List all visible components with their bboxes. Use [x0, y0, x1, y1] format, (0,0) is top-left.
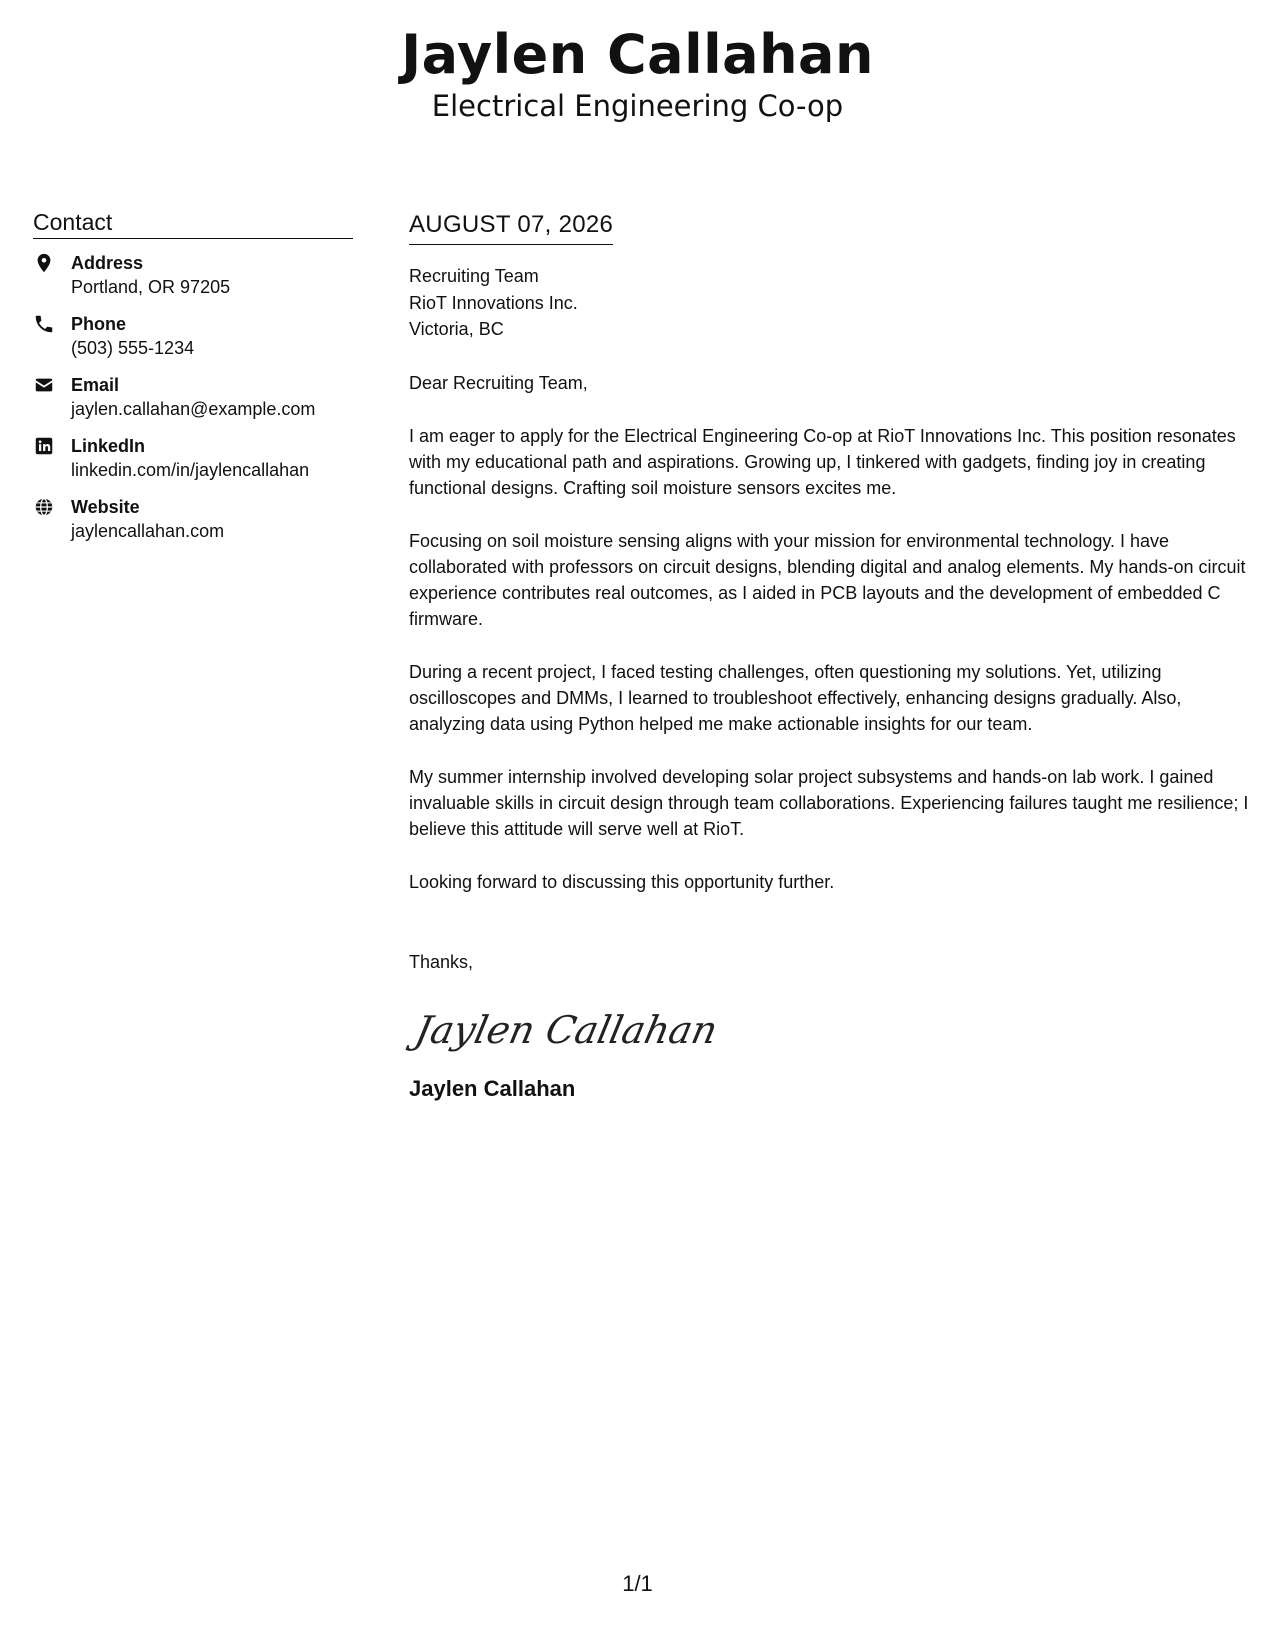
envelope-icon [33, 374, 55, 396]
contact-heading: Contact [33, 208, 353, 239]
handwritten-signature [409, 997, 1254, 1061]
contact-label: Phone [71, 314, 127, 334]
contact-label: LinkedIn [71, 436, 146, 456]
salutation: Dear Recruiting Team, [409, 372, 588, 393]
contact-item-phone [33, 312, 353, 360]
linkedin-icon [33, 435, 55, 457]
contact-label: Email [71, 375, 120, 395]
contact-sidebar [33, 208, 353, 556]
letter-date: AUGUST 07, 2026 [409, 210, 613, 245]
contact-item-address [33, 251, 353, 299]
applicant-name: Jaylen Callahan [401, 23, 874, 86]
contact-item-email [33, 373, 353, 421]
signer-name: Jaylen Callahan [409, 1075, 576, 1101]
recipient-line: Victoria, BC [409, 319, 504, 339]
letter-header [0, 24, 1275, 124]
phone-icon [33, 313, 55, 335]
contact-value: jaylencallahan.com [71, 521, 225, 541]
contact-value: (503) 555-1234 [71, 338, 195, 358]
body-paragraph: I am eager to apply for the Electrical Engineering Co-op at RioT Innovations Inc. This position resonates with my educational path and aspirations. Growing up, I tinkered with gadgets, finding joy in creating functional designs. Crafting soil moisture sensors excites me. [409, 425, 1236, 498]
contact-value: Portland, OR 97205 [71, 277, 231, 297]
recipient-line: Recruiting Team [409, 266, 539, 286]
body-paragraph: During a recent project, I faced testing challenges, often questioning my solutions. Yet, utilizing oscilloscopes and DMMs, I learned to troubleshoot effectively, enhancing designs gradually. Also, analyzing data using Python helped me make actionable insights for our team. [409, 661, 1182, 734]
applicant-role: Electrical Engineering Co-op [431, 89, 844, 123]
closing: Thanks, [409, 951, 474, 972]
contact-label: Website [71, 497, 140, 517]
body-paragraph: Looking forward to discussing this opportunity further. [409, 871, 835, 892]
contact-value: linkedin.com/in/jaylencallahan [71, 460, 310, 480]
body-paragraph: Focusing on soil moisture sensing aligns with your mission for environmental technology. I have collaborated with professors on circuit designs, blending digital and analog elements. My hands-on circuit experience contributes real outcomes, as I aided in PCB layouts and the development of embedded C firmware. [409, 530, 1246, 629]
page-number: 1/1 [622, 1571, 653, 1596]
letter-body [409, 210, 1254, 1103]
map-pin-icon [33, 252, 55, 274]
recipient-block [409, 263, 1254, 343]
signature-text: Jaylen Callahan [411, 1007, 722, 1053]
globe-icon [33, 496, 55, 518]
contact-item-linkedin [33, 434, 353, 482]
body-paragraph: My summer internship involved developing solar project subsystems and hands-on lab work. I gained invaluable skills in circuit design through team collaborations. Experiencing failures taught me resilience; I believe this attitude will serve well at RioT. [409, 766, 1249, 839]
contact-item-website [33, 495, 353, 543]
contact-label: Address [71, 253, 144, 273]
contact-value: jaylen.callahan@example.com [71, 399, 316, 419]
recipient-line: RioT Innovations Inc. [409, 292, 578, 313]
